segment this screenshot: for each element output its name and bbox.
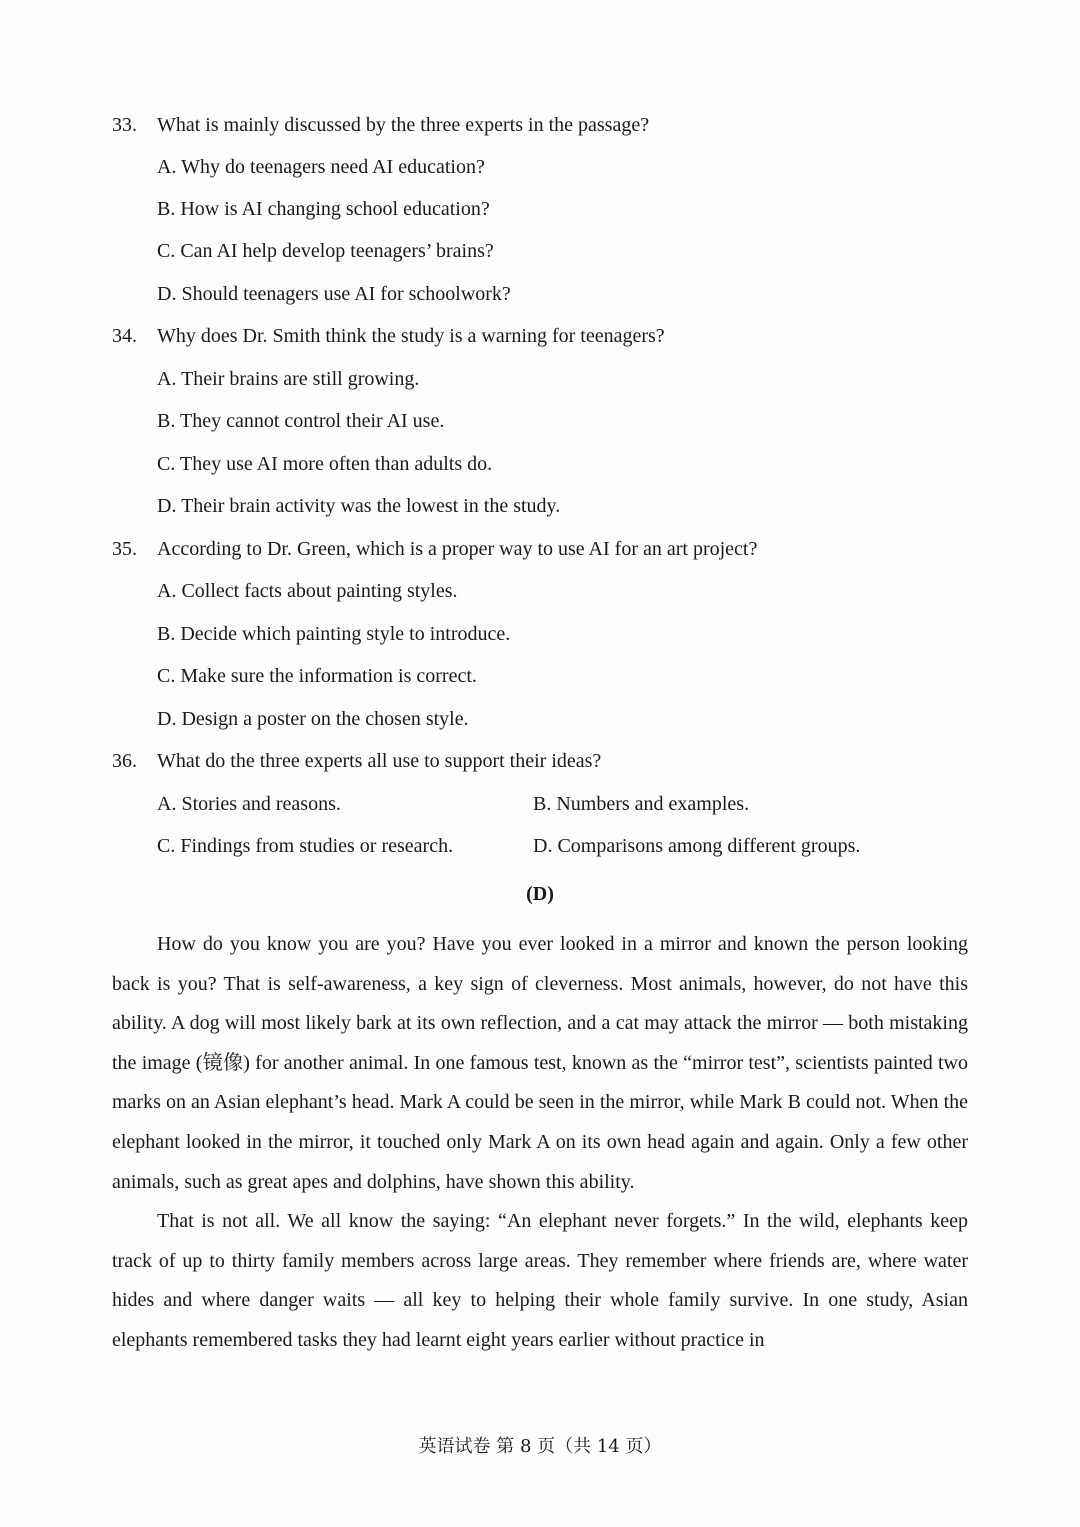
page-footer: 英语试卷 第 8 页（共 14 页） [418,1436,662,1457]
reading-passage [112,925,968,1361]
option-35-b: B. Decide which painting style to introduce. [157,623,511,645]
option-35-a: A. Collect facts about painting styles. [157,580,458,602]
option-34-d: D. Their brain activity was the lowest in the study. [157,495,561,517]
option-33-d: D. Should teenagers use AI for schoolwork? [157,283,511,305]
option-36-a: A. Stories and reasons. [157,793,341,815]
question-number: 34. [112,325,137,347]
question-stem: According to Dr. Green, which is a proper way to use AI for an art project? [157,538,758,560]
option-36-b: B. Numbers and examples. [533,793,750,815]
question-number: 35. [112,538,137,560]
question-stem: What do the three experts all use to support their ideas? [157,750,602,772]
option-33-b: B. How is AI changing school education? [157,198,490,220]
option-35-c: C. Make sure the information is correct. [157,665,477,687]
question-stem: Why does Dr. Smith think the study is a warning for teenagers? [157,325,665,347]
option-34-c: C. They use AI more often than adults do. [157,453,493,475]
option-34-a: A. Their brains are still growing. [157,368,420,390]
option-36-c: C. Findings from studies or research. [157,835,454,857]
question-34 [112,322,665,350]
passage-paragraph-1: How do you know you are you? Have you ever looked in a mirror and known the person looking back is you? That is self-awareness, a key sign of cleverness. Most animals, however, do not have this ability. A dog will most likely bark at its own reflection, and a cat may attack the mirror — both mistaking the image (镜像) for another animal. In one famous test, known as the “mirror test”, scientists painted two marks on an Asian elephant’s head. Mark A could be seen in the mirror, while Mark B could not. When the elephant looked in the mirror, it touched only Mark A on its own head again and again. Only a few other animals, such as great apes and dolphins, have shown this ability. [112,933,968,1193]
question-number: 36. [112,750,137,772]
option-34-b: B. They cannot control their AI use. [157,410,445,432]
question-number: 33. [112,114,137,136]
option-33-c: C. Can AI help develop teenagers’ brains? [157,240,494,262]
option-33-a: A. Why do teenagers need AI education? [157,156,485,178]
question-33 [112,111,649,139]
question-stem: What is mainly discussed by the three experts in the passage? [157,114,650,136]
question-35 [112,535,757,563]
question-36 [112,747,601,775]
option-35-d: D. Design a poster on the chosen style. [157,708,469,730]
section-heading: (D) [526,883,554,905]
option-36-d: D. Comparisons among different groups. [533,835,861,857]
passage-paragraph-2: That is not all. We all know the saying: “An elephant never forgets.” In the wild, elephants keep track of up to thirty family members across large areas. They remember where friends are, where water hides and where danger waits — all key to helping their whole family survive. In one study, Asian elephants remembered tasks they had learnt eight years earlier without practice in [112,1210,968,1351]
